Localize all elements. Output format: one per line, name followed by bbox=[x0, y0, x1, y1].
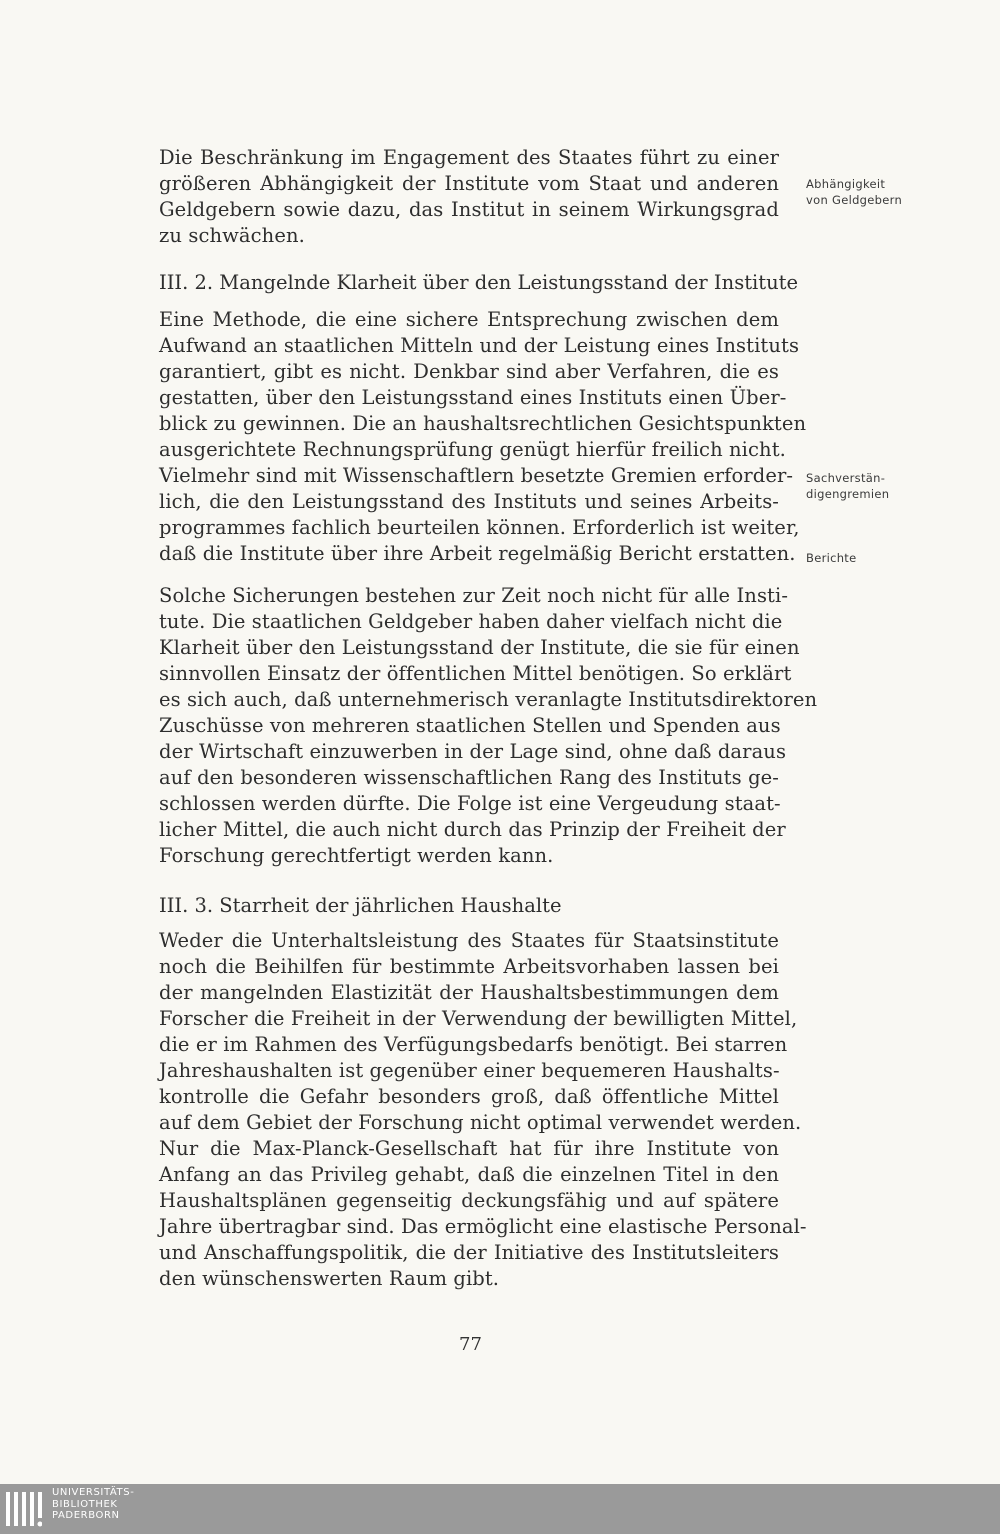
text-line: Klarheit über den Leistungsstand der Institute, die sie für einen bbox=[159, 636, 800, 659]
text-line: Vielmehr sind mit Wissenschaftlern besetzte Gremien erforder- bbox=[159, 464, 794, 487]
text-line: sinnvollen Einsatz der öffentlichen Mittel benötigen. So erklärt bbox=[159, 662, 792, 685]
text-line: Solche Sicherungen bestehen zur Zeit noch nicht für alle Insti- bbox=[159, 584, 789, 607]
text-line: licher Mittel, die auch nicht durch das Prinzip der Freiheit der bbox=[159, 818, 786, 841]
library-name-line: UNIVERSITÄTS- bbox=[52, 1487, 135, 1498]
library-name bbox=[52, 1487, 134, 1522]
text-line: lich, die den Leistungsstand des Instituts und seines Arbeits- bbox=[159, 490, 779, 513]
text-line: tute. Die staatlichen Geldgeber haben daher vielfach nicht die bbox=[159, 610, 783, 633]
margin-note-line: digengremien bbox=[806, 487, 890, 501]
text-line: programmes fachlich beurteilen können. Erforderlich ist weiter, bbox=[159, 516, 800, 539]
text-line: Anfang an das Privileg gehabt, daß die einzelnen Titel in den bbox=[159, 1163, 779, 1186]
text-line: der Wirtschaft einzuwerben in der Lage sind, ohne daß daraus bbox=[159, 740, 787, 763]
text-line: Weder die Unterhaltsleistung des Staates für Staatsinstitute bbox=[159, 929, 779, 952]
text-line: Haushaltsplänen gegenseitig deckungsfähig und auf spätere bbox=[159, 1189, 779, 1212]
library-bars-icon bbox=[6, 1492, 42, 1528]
text-line: Jahreshaushalten ist gegenüber einer bequemeren Haushalts- bbox=[159, 1059, 780, 1082]
text-line: blick zu gewinnen. Die an haushaltsrechtlichen Gesichtspunkten bbox=[159, 412, 807, 435]
margin-note-line: Sachverstän- bbox=[806, 471, 886, 485]
margin-note-line: Berichte bbox=[806, 551, 857, 565]
text-line: noch die Beihilfen für bestimmte Arbeitsvorhaben lassen bei bbox=[159, 955, 779, 978]
text-line: Aufwand an staatlichen Mitteln und der Leistung eines Instituts bbox=[159, 334, 800, 357]
text-line: Eine Methode, die eine sichere Entsprechung zwischen dem bbox=[159, 308, 779, 331]
text-line: auf den besonderen wissenschaftlichen Rang des Instituts ge- bbox=[159, 766, 779, 789]
section-heading-3-2: III. 2. Mangelnde Klarheit über den Leistungsstand der Institute bbox=[159, 271, 799, 294]
library-name-line: BIBLIOTHEK bbox=[52, 1498, 118, 1510]
library-footer bbox=[0, 1484, 1000, 1534]
text-line: und Anschaffungspolitik, die der Initiative des Institutsleiters bbox=[159, 1241, 779, 1264]
text-line: kontrolle die Gefahr besonders groß, daß öffentliche Mittel bbox=[159, 1085, 779, 1108]
text-line: Die Beschränkung im Engagement des Staates führt zu einer bbox=[159, 146, 779, 169]
section-heading-3-3: III. 3. Starrheit der jährlichen Haushalte bbox=[159, 894, 562, 917]
margin-note-line: Abhängigkeit bbox=[806, 177, 886, 191]
text-line: den wünschenswerten Raum gibt. bbox=[159, 1267, 500, 1290]
text-line: Zuschüsse von mehreren staatlichen Stellen und Spenden aus bbox=[159, 714, 781, 737]
text-line: gestatten, über den Leistungsstand eines Instituts einen Über- bbox=[159, 386, 787, 409]
text-line: garantiert, gibt es nicht. Denkbar sind aber Verfahren, die es bbox=[159, 360, 779, 383]
text-line: ausgerichtete Rechnungsprüfung genügt hierfür freilich nicht. bbox=[159, 438, 786, 461]
margin-note-abhaengigkeit bbox=[806, 176, 902, 208]
text-line: größeren Abhängigkeit der Institute vom Staat und anderen bbox=[159, 172, 779, 195]
text-line: Forschung gerechtfertigt werden kann. bbox=[159, 844, 554, 867]
text-line: der mangelnden Elastizität der Haushaltsbestimmungen dem bbox=[159, 981, 779, 1004]
margin-note-sachverstaendigen bbox=[806, 470, 889, 502]
text-line: daß die Institute über ihre Arbeit regelmäßig Bericht erstatten. bbox=[159, 542, 796, 565]
text-line: die er im Rahmen des Verfügungsbedarfs benötigt. Bei starren bbox=[159, 1033, 788, 1056]
margin-note-berichte bbox=[806, 550, 856, 566]
text-line: Nur die Max-Planck-Gesellschaft hat für ihre Institute von bbox=[159, 1137, 779, 1160]
text-line: Jahre übertragbar sind. Das ermöglicht eine elastische Personal- bbox=[159, 1215, 807, 1238]
text-line: schlossen werden dürfte. Die Folge ist eine Vergeudung staat- bbox=[159, 792, 781, 815]
text-line: Forscher die Freiheit in der Verwendung der bewilligten Mittel, bbox=[159, 1007, 798, 1030]
text-line: zu schwächen. bbox=[159, 224, 305, 247]
margin-note-line: von Geldgebern bbox=[806, 193, 903, 207]
page-number: 77 bbox=[459, 1334, 482, 1355]
library-name-line: PADERBORN bbox=[52, 1510, 120, 1521]
text-line: Geldgebern sowie dazu, das Institut in seinem Wirkungsgrad bbox=[159, 198, 779, 221]
text-line: es sich auch, daß unternehmerisch veranlagte Institutsdirektoren bbox=[159, 688, 818, 711]
text-line: auf dem Gebiet der Forschung nicht optimal verwendet werden. bbox=[159, 1111, 802, 1134]
